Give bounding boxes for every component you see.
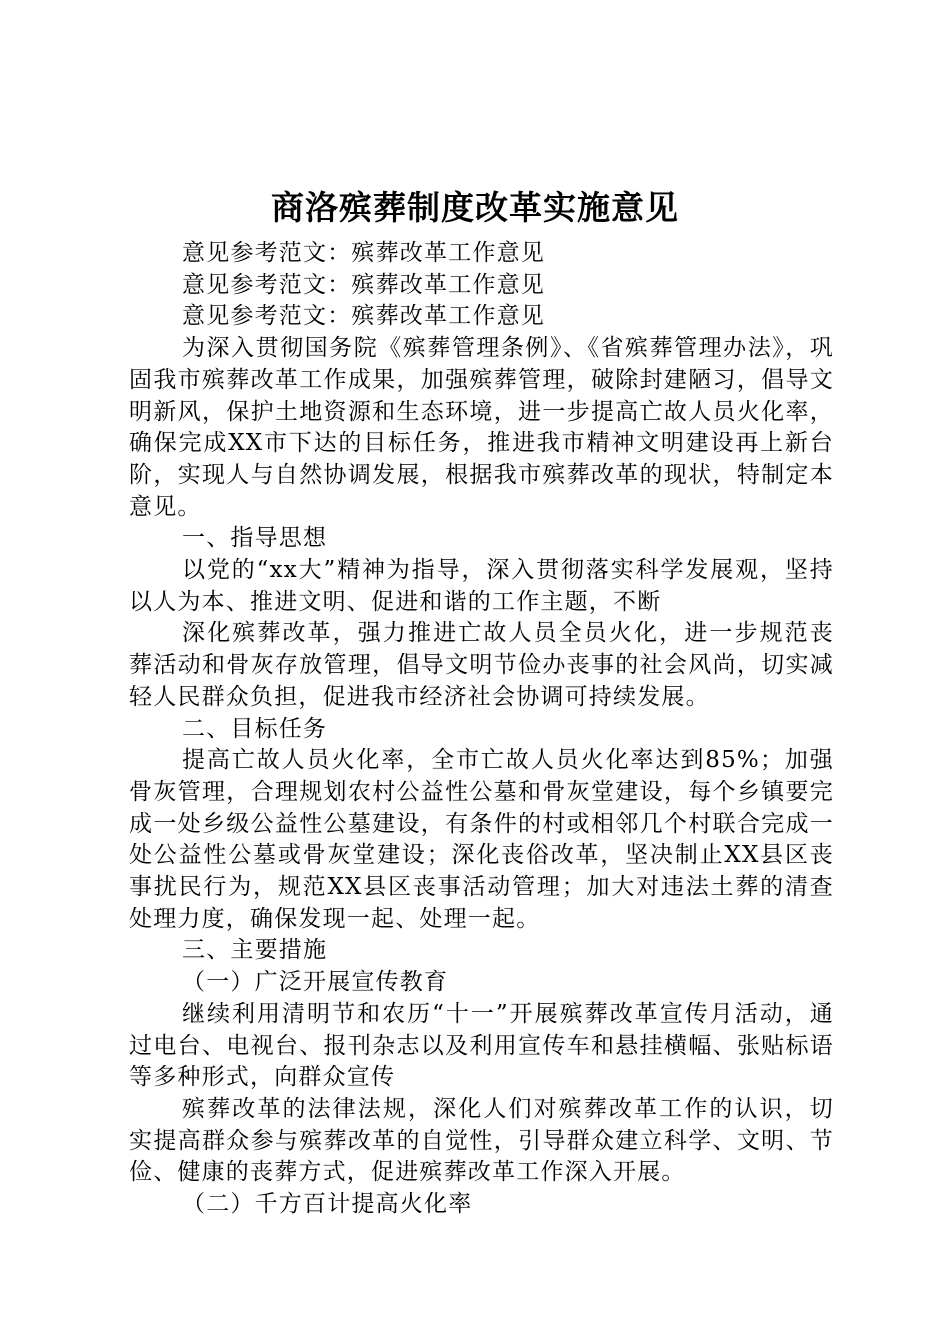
- reference-line: 意见参考范文：殡葬改革工作意见: [182, 271, 545, 298]
- intro-paragraph: 为深入贯彻国务院《殡葬管理条例》、《省殡葬管理办法》，巩固我市殡葬改革工作成果，加强殡葬管理，破除封建陋习，倡导文明新风，保护土地资源和生态环境，进一步提高亡故人员火化率，确保完成XX市下达的目标任务，推进我市精神文明建设再上新台阶，实现人与自然协调发展，根据我市殡葬改革的现状，特制定本意见。: [129, 335, 834, 520]
- section-heading: 三、主要措施: [182, 937, 328, 964]
- body-paragraph: 深化殡葬改革，强力推进亡故人员全员火化，进一步规范丧葬活动和骨灰存放管理，倡导文明节俭办丧事的社会风尚，切实减轻人民群众负担，促进我市经济社会协调可持续发展。: [129, 620, 834, 710]
- body-paragraph: 继续利用清明节和农历“十一”开展殡葬改革宣传月活动，通过电台、电视台、报刊杂志以及利用宣传车和悬挂横幅、张贴标语等多种形式，向群众宣传: [129, 1000, 834, 1091]
- document-title: 商洛殡葬制度改革实施意见: [271, 188, 679, 227]
- body-paragraph: 殡葬改革的法律法规，深化人们对殡葬改革工作的认识，切实提高群众参与殡葬改革的自觉性，引导群众建立科学、文明、节俭、健康的丧葬方式，促进殡葬改革工作深入开展。: [129, 1095, 834, 1186]
- reference-line: 意见参考范文：殡葬改革工作意见: [182, 240, 545, 266]
- body-paragraph: 以党的“xx大”精神为指导，深入贯彻落实科学发展观，坚持以人为本、推进文明、促进和谐的工作主题，不断: [129, 557, 834, 615]
- subsection-heading: （二）千方百计提高火化率: [182, 1191, 473, 1218]
- section-heading: 二、目标任务: [182, 715, 328, 742]
- body-paragraph: 提高亡故人员火化率，全市亡故人员火化率达到85%；加强骨灰管理，合理规划农村公益性公墓和骨灰堂建设，每个乡镇要完成一处乡级公益性公墓建设，有条件的村或相邻几个村联合完成一处公益性公墓或骨灰堂建设；深化丧俗改革，坚决制止XX县区丧事扰民行为，规范XX县区丧事活动管理；加大对违法土葬的清查处理力度，确保发现一起、处理一起。: [129, 747, 834, 932]
- section-heading: 一、指导思想: [182, 525, 328, 552]
- subsection-heading: （一）广泛开展宣传教育: [182, 969, 449, 996]
- reference-line: 意见参考范文：殡葬改革工作意见: [182, 303, 545, 330]
- document-body: [129, 238, 834, 1221]
